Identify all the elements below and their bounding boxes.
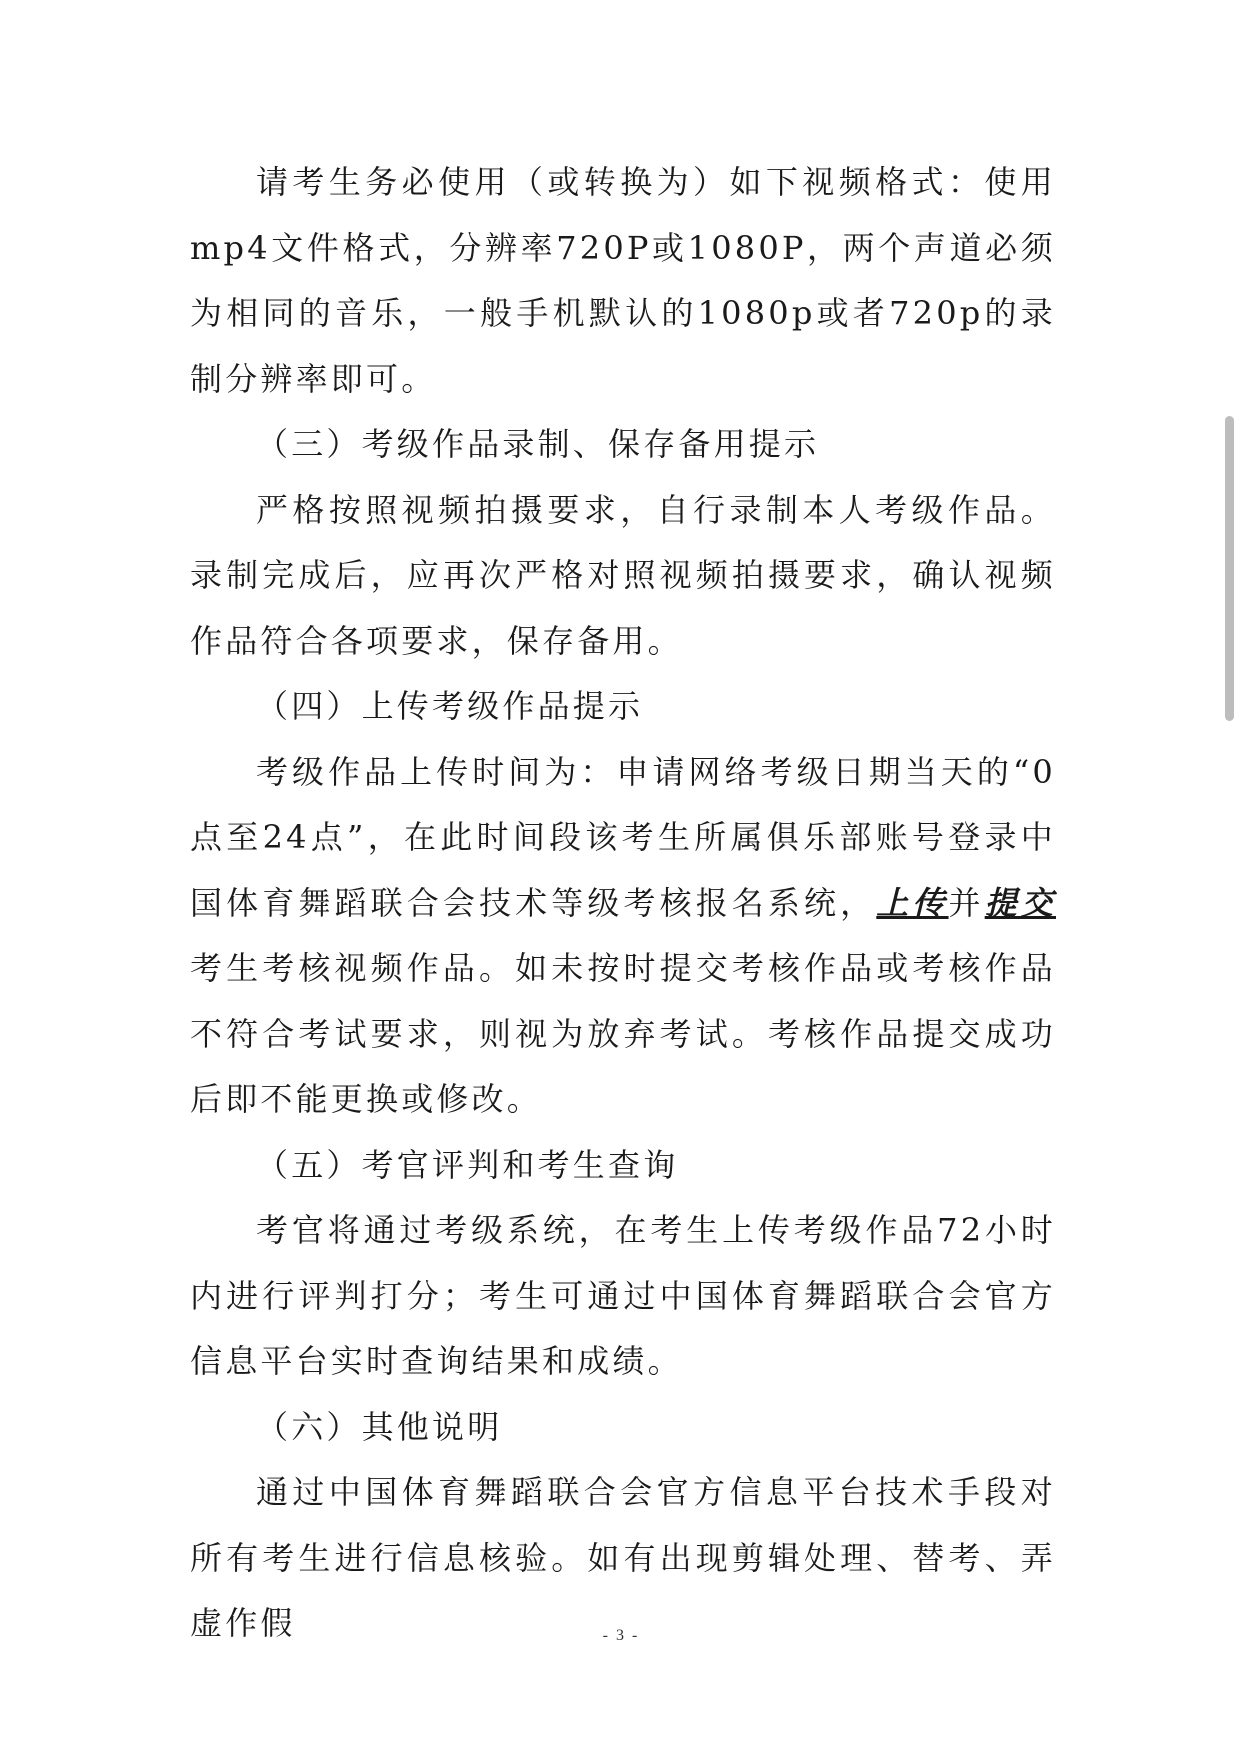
heading-section-5: （五）考官评判和考生查询 [256,1145,679,1184]
paragraph-other: 通过中国体育舞蹈联合会官方信息平台技术手段对所有考生进行信息核验。如有出现剪辑处理、替考、弄虚作假 [190,1473,1056,1642]
page-number: - 3 - [602,1627,640,1644]
upload-text-b: 考生考核视频作品。如未按时提交考核作品或考核作品不符合考试要求，则视为放弃考试。考核作品提交成功后即不能更换或修改。 [190,949,1056,1118]
paragraph-video-format: 请考生务必使用（或转换为）如下视频格式：使用mp4文件格式，分辨率720P或1080P，两个声道必须为相同的音乐，一般手机默认的1080p或者720p的录制分辨率即可。 [190,163,1056,398]
heading-section-3: （三）考级作品录制、保存备用提示 [256,425,820,463]
paragraph-upload [190,740,1056,1133]
upload-emphasis: 上传 [876,883,949,922]
heading-section-6: （六）其他说明 [256,1407,503,1446]
scrollbar-track[interactable] [1224,0,1234,1738]
paragraph-recording: 严格按照视频拍摄要求，自行录制本人考级作品。录制完成后，应再次严格对照视频拍摄要求，确认视频作品符合各项要求，保存备用。 [190,490,1056,660]
submit-emphasis: 提交 [984,883,1056,922]
paragraph-judging: 考官将通过考级系统，在考生上传考级作品72小时内进行评判打分；考生可通过中国体育舞蹈联合会官方信息平台实时查询结果和成绩。 [190,1211,1056,1380]
upload-text-a: 考级作品上传时间为：申请网络考级日期当天的“0点至24点”，在此时间段该考生所属俱乐部账号登录中国体育舞蹈联合会技术等级考核报名系统， [190,752,1056,922]
scrollbar-thumb[interactable] [1225,416,1234,721]
upload-and-text: 并 [948,883,985,922]
heading-section-4: （四）上传考级作品提示 [256,687,644,725]
document-body [190,150,1056,1657]
